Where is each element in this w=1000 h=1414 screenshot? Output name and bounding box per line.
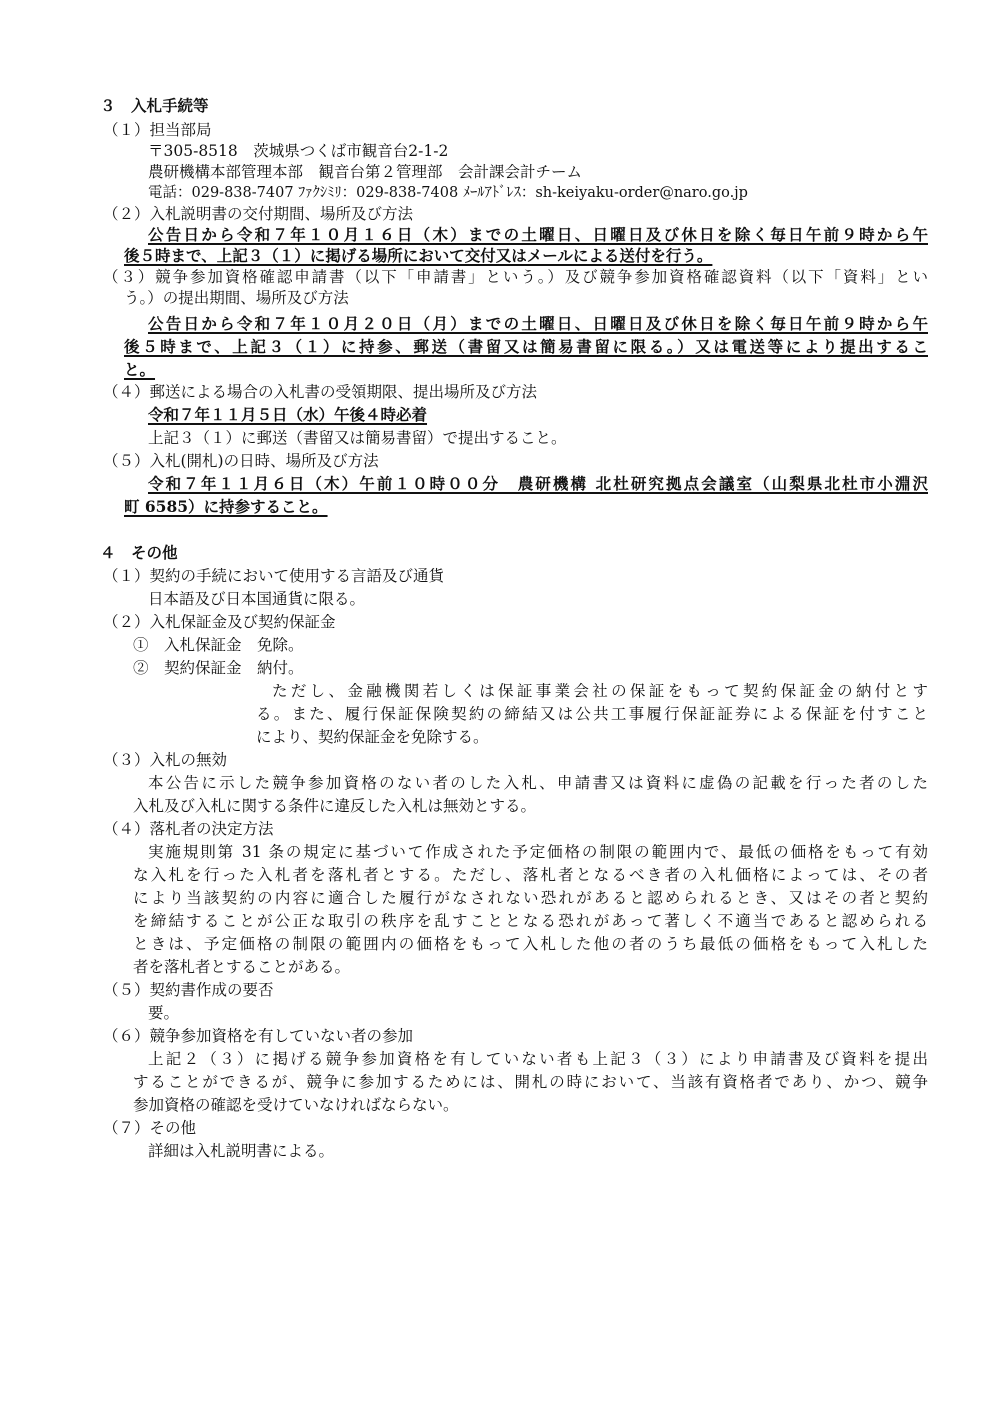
item-3-3-text: と。 [124, 360, 156, 379]
item-3-4-text: 上記３（１）に郵送（書留又は簡易書留）で提出すること。 [148, 429, 567, 447]
item-4-3-text: 入札及び入札に関する条件に違反した入札は無効とする。 [133, 797, 537, 815]
address-line: 〒305-8518 茨城県つくば市観音台2-1-2 [148, 142, 449, 160]
item-4-1-text: 日本語及び日本国通貨に限る。 [148, 590, 366, 608]
item-3-5-label: （５）入札(開札)の日時、場所及び方法 [103, 452, 379, 470]
item-4-2-label: （２）入札保証金及び契約保証金 [103, 613, 336, 631]
item-4-1-label: （１）契約の手続において使用する言語及び通貨 [103, 567, 445, 585]
item-4-6-text: 上記２（３）に掲げる競争参加資格を有していない者も上記３（３）により申請書及び資料を提出 [148, 1050, 928, 1068]
item-4-5-text: 要。 [148, 1004, 180, 1022]
contact-line: 電話：029-838-7407 ﾌｧｸｼﾐﾘ：029-838-7408 ﾒｰﾙｱﾄﾞﾚｽ：sh-keiyaku-order@naro.go.jp [148, 185, 748, 201]
section-4-heading: ４ その他 [100, 543, 178, 562]
bid-deposit-line: ① 入札保証金 免除。 [133, 636, 304, 654]
item-4-4-text: を締結することが公正な取引の秩序を乱すこととなる恐れがあって著しく不適当であると認められる [133, 912, 928, 930]
item-3-3-label: （３）競争参加資格確認申請書（以下「申請書」という。）及び競争参加資格確認資料（以下「資料」とい [103, 268, 928, 286]
item-4-5-label: （５）契約書作成の要否 [103, 981, 274, 999]
item-3-3-label: う。）の提出期間、場所及び方法 [124, 289, 349, 307]
deposit-note: る。また、履行保証保険契約の締結又は公共工事履行保証証券による保証を付すこと [256, 705, 928, 723]
item-4-4-text: 実施規則第 31 条の規定に基づいて作成された予定価格の制限の範囲内で、最低の価格をもって有効 [148, 843, 928, 861]
item-4-4-text: 者を落札者とすることがある。 [133, 958, 351, 976]
item-4-7-label: （７）その他 [103, 1119, 197, 1137]
item-3-3-text: 後５時まで、上記３（１）に持参、郵送（書留又は簡易書留に限る。）又は電送等により提出するこ [124, 337, 928, 356]
item-4-4-text: ときは、予定価格の制限の範囲内の価格をもって入札した他の者のうち最低の価格をもって入札した [133, 935, 928, 953]
item-3-5-text: 町 6585）に持参すること。 [124, 497, 328, 516]
item-3-1-label: （１）担当部局 [103, 121, 212, 139]
item-4-7-text: 詳細は入札説明書による。 [148, 1142, 335, 1160]
item-4-4-text: により当該契約の内容に適合した履行がなされない恐れがあると認められるとき、又はその者と契約 [133, 889, 928, 907]
item-4-6-text: 参加資格の確認を受けていなければならない。 [133, 1096, 459, 1114]
item-4-4-label: （４）落札者の決定方法 [103, 820, 274, 838]
item-4-6-label: （６）競争参加資格を有していない者の参加 [103, 1027, 414, 1045]
section-3-heading: ３ 入札手続等 [100, 96, 209, 115]
deposit-note: により、契約保証金を免除する。 [256, 728, 489, 746]
item-3-5-text: 令和７年１１月６日（木）午前１０時００分 農研機構 北杜研究拠点会議室（山梨県北杜市小淵沢 [148, 474, 928, 493]
item-4-3-text: 本公告に示した競争参加資格のない者のした入札、申請書又は資料に虚偽の記載を行った者のした [148, 774, 928, 792]
contract-deposit-line: ② 契約保証金 納付。 [133, 659, 304, 677]
item-4-6-text: することができるが、競争に参加するためには、開札の時において、当該有資格者であり、かつ、競争 [133, 1073, 928, 1091]
item-4-3-label: （３）入札の無効 [103, 751, 228, 769]
department-line: 農研機構本部管理本部 観音台第２管理部 会計課会計チーム [148, 163, 583, 181]
item-3-2-text: 公告日から令和７年１０月１６日（木）までの土曜日、日曜日及び休日を除く毎日午前９時から午 [148, 225, 928, 244]
item-3-2-text: 後５時まで、上記３（１）に掲げる場所において交付又はメールによる送付を行う。 [124, 246, 713, 265]
item-4-4-text: な入札を行った入札者を落札者とする。ただし、落札者となるべき者の入札価格によっては、その者 [133, 866, 928, 884]
item-3-3-text: 公告日から令和７年１０月２０日（月）までの土曜日、日曜日及び休日を除く毎日午前９時から午 [148, 314, 928, 333]
item-3-4-deadline: 令和７年１１月５日（水）午後４時必着 [148, 405, 428, 424]
deposit-note: ただし、金融機関若しくは保証事業会社の保証をもって契約保証金の納付とす [272, 682, 928, 700]
item-3-2-label: （２）入札説明書の交付期間、場所及び方法 [103, 205, 414, 223]
item-3-4-label: （４）郵送による場合の入札書の受領期限、提出場所及び方法 [103, 383, 538, 401]
